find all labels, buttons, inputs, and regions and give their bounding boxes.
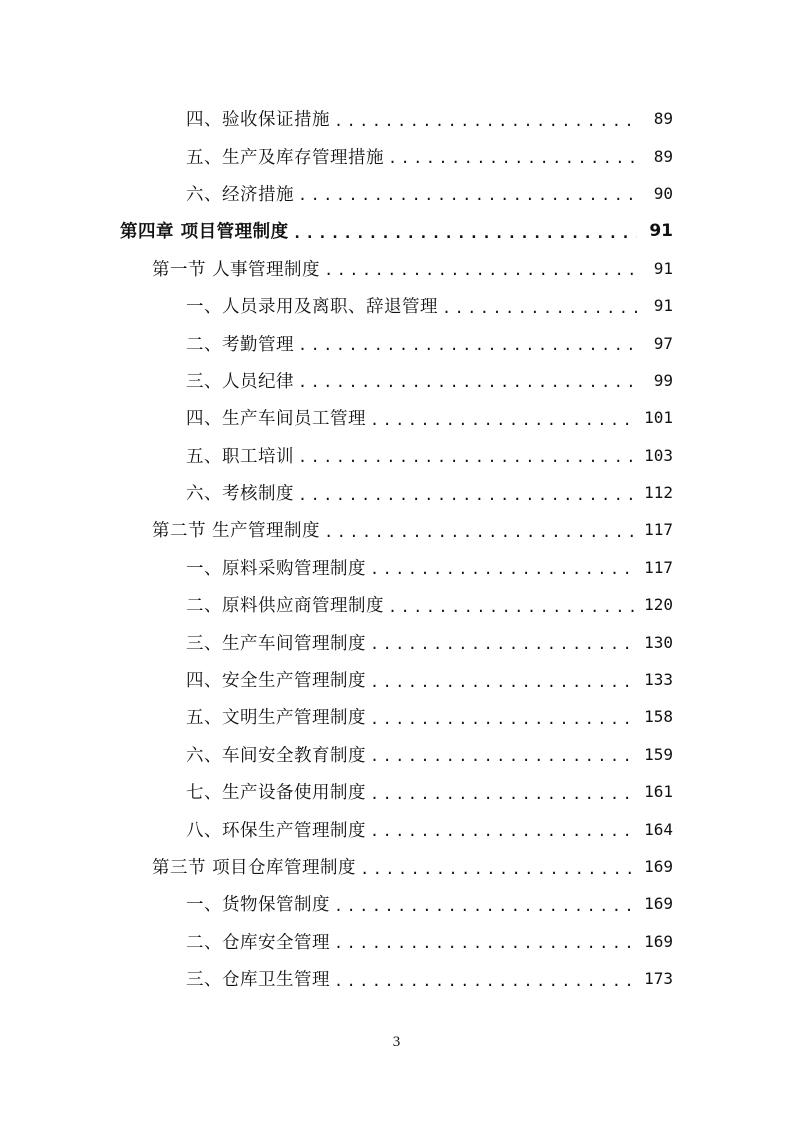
toc-entry-page: 91 (649, 220, 673, 241)
toc-entry-title: 第三节 项目仓库管理制度 (152, 858, 357, 878)
toc-entry-page: 91 (653, 296, 673, 316)
toc-entry-page: 89 (653, 146, 673, 166)
toc-dot-leader (370, 411, 637, 429)
toc-dot-leader (324, 523, 637, 541)
toc-entry-page: 158 (644, 707, 673, 727)
toc-dot-leader (370, 673, 637, 691)
toc-dot-leader (442, 299, 637, 317)
toc-entry-title: 六、车间安全教育制度 (186, 745, 366, 766)
toc-dot-leader (324, 261, 637, 279)
toc-entry[interactable] (0, 399, 793, 436)
toc-entry-page: 169 (644, 931, 673, 951)
toc-entry-title: 六、考核制度 (186, 484, 294, 505)
toc-dot-leader (370, 560, 637, 578)
toc-entry[interactable] (0, 848, 793, 885)
toc-entry-page: 117 (644, 520, 673, 540)
toc-entry-title: 五、职工培训 (186, 446, 294, 467)
toc-entry-title: 二、考勤管理 (186, 334, 294, 355)
toc-entry-title: 七、生产设备使用制度 (186, 783, 366, 804)
toc-entry-title: 三、人员纪律 (186, 371, 294, 392)
toc-entry-page: 99 (653, 370, 673, 390)
toc-dot-leader (298, 336, 637, 354)
toc-entry[interactable] (0, 212, 793, 249)
toc-entry-title: 一、货物保管制度 (186, 895, 330, 916)
toc-entry-title: 五、生产及库存管理措施 (186, 147, 384, 168)
toc-entry-title: 四、生产车间员工管理 (186, 409, 366, 430)
toc-entry-title: 三、生产车间管理制度 (186, 633, 366, 654)
toc-entry[interactable] (0, 549, 793, 586)
toc-entry[interactable] (0, 810, 793, 847)
toc-entry-title: 六、经济措施 (186, 184, 294, 205)
toc-entry[interactable] (0, 586, 793, 623)
toc-entry-title: 一、人员录用及离职、辞退管理 (186, 297, 438, 318)
toc-dot-leader (334, 897, 637, 915)
toc-dot-leader (334, 112, 637, 130)
toc-entry[interactable] (0, 474, 793, 511)
toc-entry-page: 120 (644, 595, 673, 615)
toc-dot-leader (298, 486, 637, 504)
toc-entry-page: 89 (653, 109, 673, 129)
toc-entry[interactable] (0, 175, 793, 212)
toc-entry[interactable] (0, 773, 793, 810)
toc-entry[interactable] (0, 736, 793, 773)
toc-entry[interactable] (0, 250, 793, 287)
toc-entry[interactable] (0, 885, 793, 922)
toc-dot-leader (370, 785, 637, 803)
toc-entry-title: 第一节 人事管理制度 (152, 259, 321, 280)
toc-dot-leader (298, 186, 637, 204)
toc-entry-page: 169 (644, 894, 673, 914)
toc-entry[interactable] (0, 100, 793, 137)
toc-entry[interactable] (0, 698, 793, 735)
toc-entry[interactable] (0, 661, 793, 698)
toc-entry[interactable] (0, 362, 793, 399)
table-of-contents (0, 100, 793, 997)
toc-dot-leader (370, 822, 637, 840)
toc-dot-leader (370, 635, 637, 653)
toc-entry-title: 八、环保生产管理制度 (186, 820, 366, 841)
toc-entry-page: 133 (644, 670, 673, 690)
toc-entry-title: 四、验收保证措施 (186, 110, 330, 131)
toc-entry-page: 164 (644, 819, 673, 839)
toc-entry-page: 117 (644, 557, 673, 577)
toc-entry-page: 91 (653, 258, 673, 278)
toc-dot-leader (298, 448, 637, 466)
toc-entry-page: 159 (644, 744, 673, 764)
toc-dot-leader (388, 149, 637, 167)
toc-entry-title: 一、原料采购管理制度 (186, 558, 366, 579)
toc-dot-leader (360, 860, 637, 878)
toc-dot-leader (388, 598, 637, 616)
toc-entry-title: 第二节 生产管理制度 (152, 521, 321, 542)
toc-dot-leader (370, 747, 637, 765)
toc-entry[interactable] (0, 923, 793, 960)
toc-entry[interactable] (0, 437, 793, 474)
toc-entry-page: 173 (644, 969, 673, 989)
toc-entry-page: 169 (644, 857, 673, 876)
toc-entry-page: 103 (644, 445, 673, 465)
toc-dot-leader (334, 972, 637, 990)
toc-entry-page: 90 (653, 183, 673, 203)
toc-entry[interactable] (0, 287, 793, 324)
toc-dot-leader (298, 373, 637, 391)
toc-entry[interactable] (0, 324, 793, 361)
toc-dot-leader (370, 710, 637, 728)
toc-entry[interactable] (0, 960, 793, 997)
toc-entry-page: 112 (644, 483, 673, 503)
toc-entry[interactable] (0, 623, 793, 660)
toc-dot-leader (293, 224, 637, 242)
toc-entry-title: 二、仓库安全管理 (186, 932, 330, 953)
toc-entry-page: 130 (644, 632, 673, 652)
toc-dot-leader (334, 934, 637, 952)
page-number: 3 (392, 1034, 401, 1050)
toc-entry-page: 161 (644, 782, 673, 802)
toc-entry-page: 101 (644, 408, 673, 428)
toc-entry[interactable] (0, 137, 793, 174)
toc-entry-title: 四、安全生产管理制度 (186, 671, 366, 692)
toc-entry-title: 三、仓库卫生管理 (186, 970, 330, 991)
toc-entry-title: 五、文明生产管理制度 (186, 708, 366, 729)
toc-entry-title: 二、原料供应商管理制度 (186, 596, 384, 617)
toc-entry-page: 97 (653, 333, 673, 353)
toc-entry-title: 第四章 项目管理制度 (120, 222, 289, 243)
toc-entry[interactable] (0, 511, 793, 548)
